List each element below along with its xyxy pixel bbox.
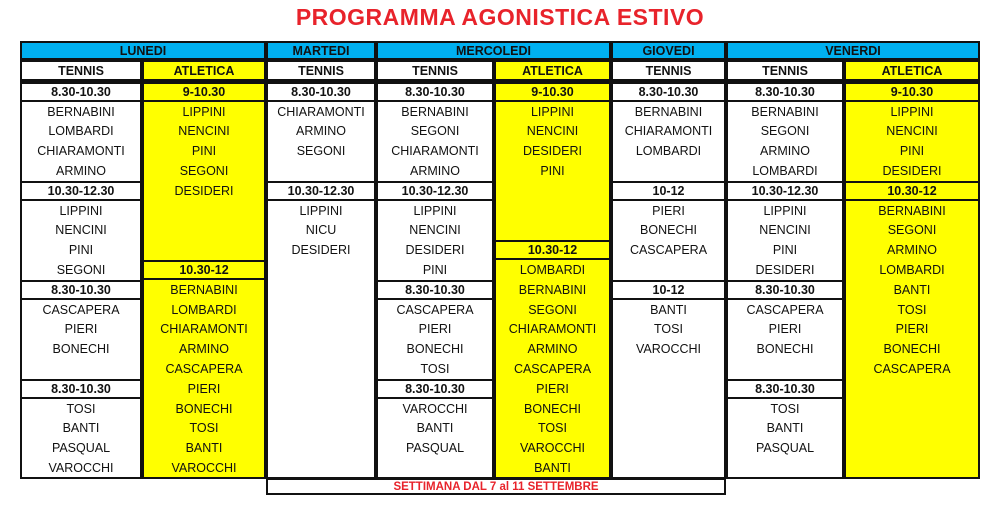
athlete-name: CHIARAMONTI bbox=[391, 144, 479, 159]
athlete-name: CHIARAMONTI bbox=[37, 144, 125, 159]
athlete-name: PASQUAL bbox=[405, 441, 465, 456]
time-slot: 8.30-10.30 bbox=[726, 280, 844, 300]
athlete-name: TOSI bbox=[538, 421, 567, 436]
atletica-header: ATLETICA bbox=[494, 60, 611, 81]
athlete-name: DESIDERI bbox=[405, 243, 465, 258]
athlete-name: TOSI bbox=[189, 421, 219, 436]
athlete-name: VAROCCHI bbox=[635, 342, 702, 357]
athlete-name: DESIDERI bbox=[882, 164, 942, 179]
time-slot: 9-10.30 bbox=[142, 82, 266, 102]
athlete-name: BERNABINI bbox=[518, 282, 587, 297]
athlete-name bbox=[142, 221, 266, 241]
time-slot: 10.30-12 bbox=[494, 240, 611, 260]
athlete-name bbox=[494, 181, 611, 201]
athlete-name bbox=[494, 201, 611, 221]
tennis-header: TENNIS bbox=[376, 60, 494, 81]
athlete-name: PIERI bbox=[418, 322, 452, 337]
athlete-name: BONECHI bbox=[640, 223, 697, 238]
athlete-name: PIERI bbox=[536, 381, 569, 396]
time-slot: 8.30-10.30 bbox=[20, 82, 142, 102]
athlete-name: BANTI bbox=[650, 302, 687, 317]
athlete-name: PIERI bbox=[895, 322, 929, 337]
tennis-header: TENNIS bbox=[726, 60, 844, 81]
athlete-name: BERNABINI bbox=[401, 104, 469, 119]
athlete-name: LOMBARDI bbox=[635, 144, 702, 159]
athlete-name: BONECHI bbox=[52, 342, 110, 357]
athlete-name: BERNABINI bbox=[634, 104, 703, 119]
time-slot: 10.30-12.30 bbox=[20, 181, 142, 201]
athlete-name: NENCINI bbox=[409, 223, 461, 238]
time-slot: 8.30-10.30 bbox=[20, 280, 142, 300]
athlete-name: ARMINO bbox=[887, 243, 937, 258]
athlete-name bbox=[20, 359, 142, 379]
athlete-name: PINI bbox=[899, 144, 925, 159]
athlete-name: TOSI bbox=[420, 362, 450, 377]
time-slot: 8.30-10.30 bbox=[376, 280, 494, 300]
athlete-name: BONECHI bbox=[175, 401, 233, 416]
athlete-name: CASCAPERA bbox=[165, 362, 243, 377]
athlete-name: ARMINO bbox=[410, 164, 460, 179]
athlete-name: NENCINI bbox=[759, 223, 811, 238]
athlete-name: CASCAPERA bbox=[42, 302, 120, 317]
athlete-name: CHIARAMONTI bbox=[277, 104, 365, 119]
athlete-name: LOMBARDI bbox=[879, 263, 945, 278]
athlete-name: BANTI bbox=[893, 282, 931, 297]
athlete-name: NENCINI bbox=[55, 223, 107, 238]
athlete-name: PINI bbox=[422, 263, 448, 278]
athlete-name: DESIDERI bbox=[522, 144, 583, 159]
athlete-name bbox=[142, 201, 266, 221]
athlete-name: ARMINO bbox=[56, 164, 106, 179]
athlete-name bbox=[142, 240, 266, 260]
athlete-name: DESIDERI bbox=[291, 243, 351, 258]
time-slot: 8.30-10.30 bbox=[611, 82, 726, 102]
day-header: MARTEDI bbox=[266, 41, 376, 60]
athlete-name: LIPPINI bbox=[182, 104, 226, 119]
athlete-name: ARMINO bbox=[527, 342, 578, 357]
time-slot: 10.30-12.30 bbox=[376, 181, 494, 201]
athlete-name: DESIDERI bbox=[755, 263, 815, 278]
athlete-name: PIERI bbox=[768, 322, 802, 337]
athlete-name: LIPPINI bbox=[763, 203, 807, 218]
athlete-name: NENCINI bbox=[178, 124, 230, 139]
athlete-name: PINI bbox=[68, 243, 94, 258]
athlete-name: LOMBARDI bbox=[171, 302, 237, 317]
athlete-name: CASCAPERA bbox=[629, 243, 708, 258]
athlete-name: ARMINO bbox=[296, 124, 346, 139]
athlete-name: NICU bbox=[305, 223, 337, 238]
athlete-name: SEGONI bbox=[760, 124, 810, 139]
athlete-name: DESIDERI bbox=[174, 183, 234, 198]
athlete-name bbox=[726, 359, 844, 379]
time-slot: 8.30-10.30 bbox=[726, 82, 844, 102]
time-slot: 8.30-10.30 bbox=[20, 379, 142, 399]
athlete-name: BONECHI bbox=[524, 401, 581, 416]
athlete-name: TOSI bbox=[66, 401, 96, 416]
athlete-name: BERNABINI bbox=[751, 104, 819, 119]
athlete-name: BONECHI bbox=[756, 342, 814, 357]
tennis-header: TENNIS bbox=[20, 60, 142, 81]
athlete-name bbox=[494, 221, 611, 241]
athlete-name: VAROCCHI bbox=[171, 461, 237, 476]
day-header: VENERDI bbox=[726, 41, 980, 60]
athlete-name: BERNABINI bbox=[47, 104, 115, 119]
week-footer: SETTIMANA DAL 7 al 11 SETTEMBRE bbox=[266, 478, 726, 495]
athlete-name: ARMINO bbox=[760, 144, 810, 159]
athlete-name: BANTI bbox=[185, 441, 223, 456]
athlete-name: PINI bbox=[772, 243, 798, 258]
athlete-name bbox=[376, 458, 494, 478]
athlete-name: LOMBARDI bbox=[752, 164, 818, 179]
tennis-header: TENNIS bbox=[266, 60, 376, 81]
athlete-name: TOSI bbox=[770, 401, 800, 416]
athlete-name: PINI bbox=[191, 144, 217, 159]
athlete-name: BONECHI bbox=[406, 342, 464, 357]
athlete-name: LIPPINI bbox=[59, 203, 103, 218]
athlete-name: CHIARAMONTI bbox=[508, 322, 597, 337]
time-slot: 10.30-12 bbox=[142, 260, 266, 280]
athlete-name: NENCINI bbox=[526, 124, 579, 139]
athlete-name: LOMBARDI bbox=[48, 124, 114, 139]
time-slot: 8.30-10.30 bbox=[376, 379, 494, 399]
athlete-name: LIPPINI bbox=[530, 104, 575, 119]
athlete-name: CASCAPERA bbox=[513, 362, 592, 377]
athlete-name: CASCAPERA bbox=[746, 302, 824, 317]
time-slot: 10-12 bbox=[611, 280, 726, 300]
athlete-name: TOSI bbox=[654, 322, 683, 337]
day-header: MERCOLEDI bbox=[376, 41, 611, 60]
tennis-header: TENNIS bbox=[611, 60, 726, 81]
day-header: GIOVEDI bbox=[611, 41, 726, 60]
athlete-name: SEGONI bbox=[56, 263, 106, 278]
athlete-name: VAROCCHI bbox=[519, 441, 586, 456]
athlete-name: VAROCCHI bbox=[402, 401, 468, 416]
time-slot: 8.30-10.30 bbox=[376, 82, 494, 102]
athlete-name: PIERI bbox=[64, 322, 98, 337]
time-slot: 8.30-10.30 bbox=[726, 379, 844, 399]
athlete-name: SEGONI bbox=[528, 302, 577, 317]
time-slot: 10.30-12.30 bbox=[726, 181, 844, 201]
time-slot: 9-10.30 bbox=[494, 82, 611, 102]
athlete-name: BERNABINI bbox=[170, 282, 238, 297]
athlete-name: TOSI bbox=[897, 302, 927, 317]
athlete-name: ARMINO bbox=[179, 342, 229, 357]
atletica-header: ATLETICA bbox=[142, 60, 266, 81]
athlete-name: BANTI bbox=[766, 421, 804, 436]
time-slot: 8.30-10.30 bbox=[266, 82, 376, 102]
athlete-name: BONECHI bbox=[883, 342, 941, 357]
time-slot: 9-10.30 bbox=[844, 82, 980, 102]
athlete-name: CHIARAMONTI bbox=[160, 322, 248, 337]
athlete-name: LIPPINI bbox=[299, 203, 343, 218]
atletica-header: ATLETICA bbox=[844, 60, 980, 81]
athlete-name: BANTI bbox=[534, 461, 571, 476]
athlete-name: NENCINI bbox=[886, 124, 938, 139]
day-header: LUNEDI bbox=[20, 41, 266, 60]
athlete-name: LIPPINI bbox=[413, 203, 457, 218]
athlete-name bbox=[611, 260, 726, 280]
athlete-name: SEGONI bbox=[179, 164, 229, 179]
athlete-name: PASQUAL bbox=[51, 441, 111, 456]
athlete-name: PINI bbox=[540, 164, 565, 179]
athlete-name: LOMBARDI bbox=[519, 263, 586, 278]
athlete-name bbox=[611, 161, 726, 181]
athlete-name: BERNABINI bbox=[878, 203, 946, 218]
athlete-name: PASQUAL bbox=[755, 441, 815, 456]
time-slot: 10.30-12.30 bbox=[266, 181, 376, 201]
athlete-name: SEGONI bbox=[410, 124, 460, 139]
time-slot: 10.30-12 bbox=[844, 181, 980, 201]
athlete-name bbox=[266, 161, 376, 181]
athlete-name: CASCAPERA bbox=[873, 362, 951, 377]
athlete-name: CASCAPERA bbox=[396, 302, 474, 317]
page-title: PROGRAMMA AGONISTICA ESTIVO bbox=[295, 4, 705, 30]
athlete-name: CHIARAMONTI bbox=[624, 124, 713, 139]
athlete-name: LIPPINI bbox=[890, 104, 934, 119]
athlete-name: SEGONI bbox=[887, 223, 937, 238]
athlete-name: VAROCCHI bbox=[48, 461, 114, 476]
athlete-name: BANTI bbox=[62, 421, 100, 436]
time-slot: 10-12 bbox=[611, 181, 726, 201]
athlete-name: PIERI bbox=[187, 381, 221, 396]
athlete-name: PIERI bbox=[652, 203, 685, 218]
athlete-name: SEGONI bbox=[296, 144, 346, 159]
athlete-name: BANTI bbox=[416, 421, 454, 436]
